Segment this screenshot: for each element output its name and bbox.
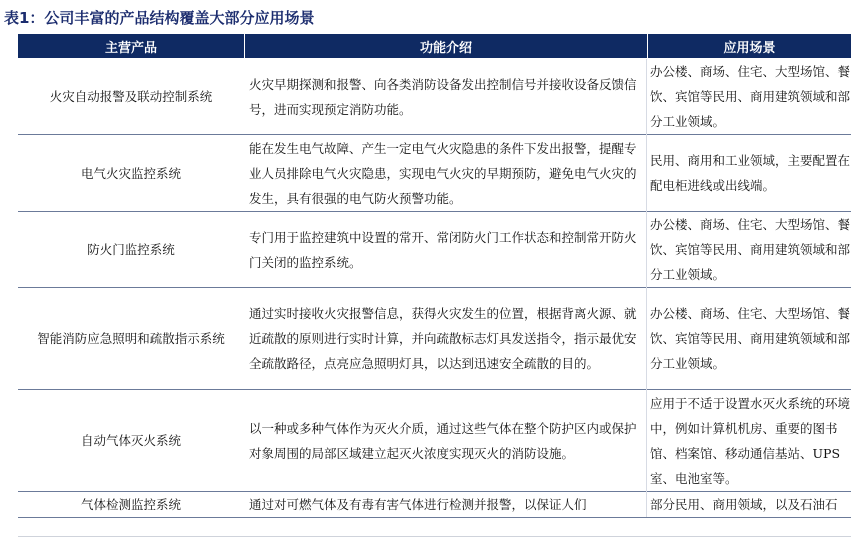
scenario-cell (650, 59, 851, 134)
product-cell (18, 492, 244, 517)
product-name: 气体检测监控系统 (80, 497, 181, 512)
product-name: 自动气体灭火系统 (80, 433, 181, 448)
scenario-text: 部分民用、商用领域，以及石油石 (650, 497, 838, 512)
scenario-cell (650, 390, 851, 491)
product-name: 火灾自动报警及联动控制系统 (49, 89, 213, 104)
function-text: 火灾早期探测和报警、向各类消防设备发出控制信号并接收设备反馈信号，进而实现预定消防功能。 (249, 76, 637, 117)
product-cell (18, 212, 244, 287)
scenario-text: 应用于不适于设置水灭火系统的环境中，例如计算机机房、重要的图书馆、档案馆、移动通信基站、UPS室、电池室等。 (650, 395, 851, 486)
function-cell (249, 59, 644, 134)
product-name: 智能消防应急照明和疏散指示系统 (37, 331, 225, 346)
function-cell (249, 390, 644, 491)
bottom-rule (18, 536, 851, 537)
function-text: 能在发生电气故障、产生一定电气火灾隐患的条件下发出报警，提醒专业人员排除电气火灾隐患，实现电气火灾的早期预防，避免电气火灾的发生，具有很强的电气防火预警功能。 (249, 140, 637, 206)
function-cell (249, 492, 644, 517)
header-scenario: 应用场景 (648, 34, 851, 58)
row-divider (18, 517, 851, 518)
column-divider (646, 59, 647, 517)
table-title: 表1：公司丰富的产品结构覆盖大部分应用场景 (4, 9, 315, 27)
product-cell (18, 59, 244, 134)
product-name: 电气火灾监控系统 (80, 165, 181, 181)
function-cell (249, 288, 644, 389)
function-cell (249, 212, 644, 287)
scenario-text: 办公楼、商场、住宅、大型场馆、餐饮、宾馆等民用、商用建筑领域和部分工业领域。 (650, 217, 851, 282)
function-cell (249, 135, 644, 211)
scenario-text: 办公楼、商场、住宅、大型场馆、餐饮、宾馆等民用、商用建筑领域和部分工业领域。 (650, 64, 851, 129)
scenario-cell (650, 288, 851, 389)
scenario-text: 办公楼、商场、住宅、大型场馆、餐饮、宾馆等民用、商用建筑领域和部分工业领域。 (650, 306, 851, 371)
function-text: 通过实时接收火灾报警信息，获得火灾发生的位置，根据背离火源、就近疏散的原则进行实时计算，并向疏散标志灯具发送指令，指示最优安全疏散路径，点亮应急照明灯具，以达到迅速安全疏散的目的。 (249, 306, 637, 371)
scenario-cell (650, 135, 851, 211)
function-text: 以一种或多种气体作为灭火介质，通过这些气体在整个防护区内或保护对象周围的局部区域建立起灭火浓度实现灭火的消防设施。 (249, 420, 637, 461)
scenario-cell (650, 492, 851, 517)
scenario-text: 民用、商用和工业领域，主要配置在配电柜进线或出线端。 (650, 153, 851, 193)
scenario-cell (650, 212, 851, 287)
product-cell (18, 135, 244, 211)
function-text: 通过对可燃气体及有毒有害气体进行检测并报警，以保证人们 (249, 497, 587, 512)
product-cell (18, 390, 244, 491)
header-product: 主营产品 (18, 34, 244, 58)
product-name: 防火门监控系统 (87, 242, 175, 257)
header-function: 功能介绍 (245, 34, 647, 58)
function-text: 专门用于监控建筑中设置的常开、常闭防火门工作状态和控制常开防火门关闭的监控系统。 (249, 229, 637, 270)
product-cell (18, 288, 244, 389)
